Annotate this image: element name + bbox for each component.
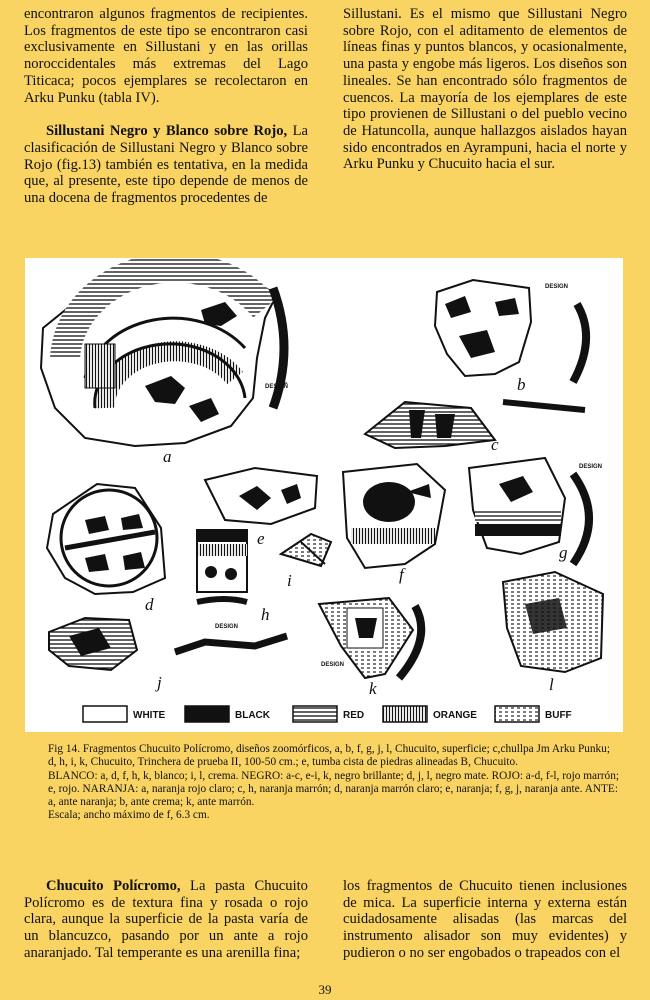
label-g: g: [559, 543, 568, 562]
text-column-2: [343, 6, 627, 173]
caption-line: BLANCO: a, d, f, h, k, blanco; i, l, crema. NEGRO: a-c, e-i, k, negro brillante; d, j, l, negro mate. ROJO: a-d, f-l, rojo marrón; e, rojo. NARANJA: a, naranja rojo claro; c, h, naranja marrón; d, naranja marrón claro; e, naranja; f, g, j, naranja ante. ANTE: a, ante naranja; b, ante crema; k, ante marrón.: [48, 769, 619, 809]
label-l: l: [549, 675, 554, 694]
figure-caption: [48, 743, 620, 823]
caption-line: Fig 14. Fragmentos Chucuito Polícromo, diseños zoomórficos, a, b, f, g, j, l, Chucuito, superficie; c,chullpa Jm Arku Punku; d, h, i, k, Chucuito, Trinchera de prueba II, 100-50 cm.; e, tumba cista de piedras alineadas B, Chucuito.: [48, 743, 610, 769]
fragment-d: [47, 484, 165, 614]
section-title: Sillustani Negro y Blanco sobre Rojo,: [46, 123, 288, 140]
label-d: d: [145, 595, 154, 614]
fragment-i: [281, 534, 331, 590]
legend-white: WHITE: [133, 710, 166, 721]
legend-black: BLACK: [235, 710, 270, 721]
legend-swatch-white: [83, 706, 127, 722]
paragraph: encontraron algunos fragmentos de recipientes. Los fragmentos de este tipo se encontraron casi exclusivamente en Sillustani y en las orillas noroccidentales más extremas del Lago Titicaca; pocos ejemplares se recolectaron en Arku Punku (tabla IV).: [24, 6, 308, 106]
legend-orange: ORANGE: [433, 710, 477, 721]
design-marker: DESIGN: [545, 284, 569, 290]
caption-line: Escala; ancho máximo de f, 6.3 cm.: [48, 809, 210, 822]
legend-swatch-red: [293, 706, 337, 722]
fragment-g: [469, 458, 602, 564]
fragment-h: [175, 530, 287, 652]
legend-buff: BUFF: [545, 710, 572, 721]
paragraph: [24, 123, 308, 207]
label-k: k: [369, 679, 377, 698]
label-i: i: [287, 571, 292, 590]
legend-swatch-orange: [383, 706, 427, 722]
paragraph: los fragmentos de Chucuito tienen inclusiones de mica. La superficie interna y externa están cuidadosamente alisadas (las marcas del instrumento alisador son muy evidentes) y pudieron o no ser engobados o trapeados con el: [343, 878, 627, 961]
design-marker: DESIGN: [265, 384, 289, 390]
design-marker: DESIGN: [321, 662, 345, 668]
fragment-k: [319, 598, 421, 698]
label-f: f: [399, 565, 404, 584]
label-b: b: [517, 375, 526, 394]
paragraph: [24, 878, 308, 962]
fragment-l: [503, 572, 603, 694]
label-j: j: [157, 673, 162, 692]
text-column-3: [24, 878, 308, 962]
label-c: c: [491, 435, 499, 454]
text-column-1: [24, 6, 308, 207]
section-title: Chucuito Polícromo,: [46, 878, 181, 894]
label-e: e: [257, 529, 265, 548]
paragraph: Sillustani. Es el mismo que Sillustani Negro sobre Rojo, con el aditamento de elementos de líneas finas y puntos blancos, y ocasionalmente, una pasta y engobe más ligeros. Los diseños son lineales. Se han encontrado sólo fragmentos de cuencos. La mayoría de los ejemplares de este tipo provienen de Sillustani o del pueblo vecino de Hatuncolla, aunque hallazgos aislados hayan sido encontrados en Ayrampuni, hacia el norte y Arku Punku y Chucuito hacia el sur.: [343, 6, 627, 173]
figure-legend: [83, 706, 572, 722]
page-number: 39: [318, 982, 332, 997]
legend-red: RED: [343, 710, 365, 721]
text-column-4: [343, 878, 627, 962]
paragraph-text: La clasificación de Sillustani Negro y Blanco sobre Rojo (fig.13) también es tentativa, en la medida que, al presente, este tipo depende de menos de una docena de fragmentos procedentes de: [24, 123, 308, 207]
design-marker: DESIGN: [215, 624, 239, 630]
legend-swatch-buff: [495, 706, 539, 722]
design-marker: DESIGN: [579, 464, 603, 470]
paragraph-text: La pasta Chucuito Polícromo es de textura fina y rosada o rojo clara, aunque la superficie de la pasta varía de un blancuzco, pasando por un ante a rojo anaranjado. Tal temperante es una arenilla fina;: [24, 878, 308, 961]
label-h: h: [261, 605, 270, 624]
fragment-j: [49, 618, 162, 692]
fragment-b: [435, 280, 586, 394]
figure-14: [25, 258, 623, 732]
fragment-c: [365, 402, 585, 454]
legend-swatch-black: [185, 706, 229, 722]
label-a: a: [163, 447, 172, 466]
pottery-illustration: [25, 258, 623, 732]
fragment-a: [41, 267, 288, 466]
fragment-f: [343, 464, 445, 584]
